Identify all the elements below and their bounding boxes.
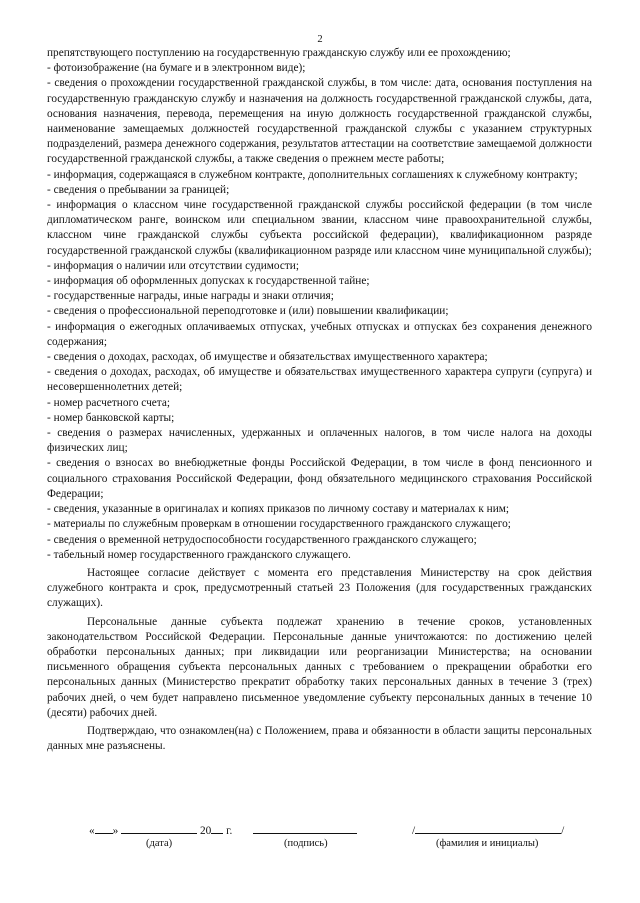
- list-item: - номер банковской карты;: [47, 411, 175, 424]
- list-item: - сведения о взносах во внебюджетные фонды Российской Федерации, в том числе в фонд пенсионного и социального страхования Российской Федерации, фонд обязательного медицинского страхования Российской Федерации;: [47, 457, 592, 500]
- quote-open: «: [89, 825, 95, 837]
- list-item: - сведения, указанные в оригиналах и копиях приказов по личному составу и материалах к ним;: [47, 503, 510, 516]
- storage-paragraph: Персональные данные субъекта подлежат хранению в течение сроков, установленных законодательством Российской Федерации. Персональные данные уничтожаются: по достижению целей обработки персональных данных; при ликвидации или реорганизации Министерства; на основании письменного обращения субъекта персональных данных с требованием о прекращении обработки его персональных данных (Министерство прекратит обработку таких персональных данных в течение 3 (трех) рабочих дней, о чем будет направлено письменное уведомление субъекту персональных данных в течение 10 (десяти) рабочих дней.: [47, 615, 592, 719]
- list-item: - фотоизображение (на бумаге и в электронном виде);: [47, 62, 306, 75]
- list-item: - сведения о прохождении государственной гражданской службы, в том числе: дата, основания поступления на государственную гражданскую службу и назначения на должность государственной гражданской службы, дата, основания назначения, перевода, перемещения на иную должность государственной гражданской службы, наименование замещаемых должностей государственной гражданской службы с указанием структурных подразделений, размера денежного содержания, результатов аттестации на соответствие замещаемой должности государственной гражданской службы, а также сведения о прежнем месте работы;: [47, 77, 592, 166]
- caption-name: (фамилия и инициалы): [436, 838, 539, 849]
- year-suffix: г.: [226, 825, 233, 837]
- name-blank[interactable]: [415, 822, 561, 834]
- list-item: - сведения о доходах, расходах, об имуществе и обязательствах имущественного характера супруги (супруга) и несовершеннолетних детей;: [47, 366, 592, 394]
- year-blank[interactable]: [211, 822, 223, 834]
- list-item: - информация об оформленных допусках к государственной тайне;: [47, 275, 370, 288]
- list-item: - информация, содержащаяся в служебном контракте, дополнительных соглашениях к служебному контракту;: [47, 168, 578, 181]
- list-item: - сведения о профессиональной переподготовке и (или) повышении квалификации;: [47, 305, 449, 318]
- year-prefix: 20: [199, 825, 212, 837]
- list-item: - материалы по служебным проверкам в отношении государственного гражданского служащего;: [47, 518, 511, 531]
- confirmation-paragraph: Подтверждаю, что ознакомлен(на) с Положением, права и обязанности в области защиты персональных данных мне разъяснены.: [47, 724, 592, 753]
- consent-body: [47, 46, 592, 754]
- signature-field[interactable]: [253, 822, 357, 837]
- slash-close: /: [561, 825, 565, 837]
- name-field[interactable]: [412, 822, 564, 837]
- list-item: - информация о классном чине государственной гражданской службы российской федерации (в том числе дипломатическом ранге, воинском или специальном звании, классном чине правоохранительной службы, классном чине гражданской службы субъекта российской федерации), квалификационном разряде государственной гражданской службы (квалификационном разряде или классном чине муниципальной службы);: [47, 199, 592, 257]
- list-item: - сведения о размерах начисленных, удержанных и оплаченных налогов, в том числе налога на доходы физических лиц;: [47, 427, 592, 455]
- quote-close: »: [112, 825, 119, 837]
- list-item: - номер расчетного счета;: [47, 396, 171, 409]
- caption-date: (дата): [146, 838, 173, 849]
- list-item: - сведения о временной нетрудоспособности государственного гражданского служащего;: [47, 533, 477, 546]
- text-line: препятствующего поступлению на государственную гражданскую службу или ее прохождению;: [47, 47, 511, 59]
- slash-open: /: [412, 825, 416, 837]
- list-item: - сведения о доходах, расходах, об имуществе и обязательствах имущественного характера;: [47, 351, 488, 364]
- day-blank[interactable]: [95, 822, 113, 834]
- list-item: - информация о наличии или отсутствии судимости;: [47, 259, 299, 272]
- page-number: 2: [317, 34, 323, 45]
- list-item: - табельный номер государственного гражданского служащего.: [47, 548, 351, 561]
- caption-signature: (подпись): [284, 838, 328, 849]
- list-item: - сведения о пребывании за границей;: [47, 183, 230, 196]
- signature-blank[interactable]: [253, 822, 357, 834]
- date-field[interactable]: [89, 822, 232, 837]
- list-item: - государственные награды, иные награды и знаки отличия;: [47, 290, 334, 303]
- list-item: - информация о ежегодных оплачиваемых отпусках, учебных отпусках и отпусках без сохранения денежного содержания;: [47, 320, 592, 348]
- month-blank[interactable]: [121, 822, 197, 834]
- validity-paragraph: Настоящее согласие действует с момента его представления Министерству на срок действия служебного контракта и срок, предусмотренный статьей 23 Положения (для государственных гражданских служащих).: [47, 566, 592, 610]
